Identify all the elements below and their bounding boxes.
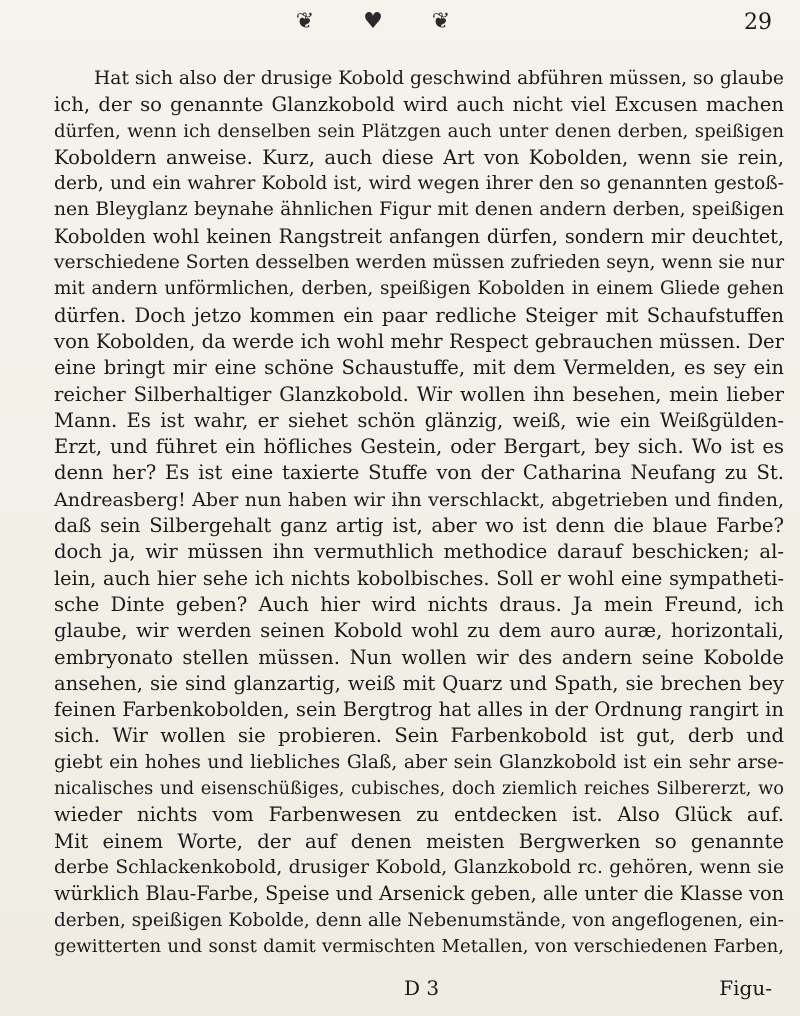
text-line: derb, und ein wahrer Kobold ist, wird wegen ihrer den so genannten gestoß- bbox=[54, 173, 784, 195]
text-line: derben, speißigen Kobolde, denn alle Nebenumstände, von angeflogenen, ein- bbox=[54, 909, 784, 931]
text-line: doch ja, wir müssen ihn vermuthlich methodice darauf beschicken; al- bbox=[54, 540, 784, 564]
text-line: sich. Wir wollen sie probieren. Sein Farbenkobold ist gut, derb und bbox=[54, 724, 784, 748]
text-line: Koboldern anweise. Kurz, auch diese Art von Kobolden, wenn sie rein, bbox=[54, 145, 784, 169]
text-line: Erzt, und führet ein höfliches Gestein, oder Bergart, bey sich. Wo ist es bbox=[54, 435, 784, 459]
text-line: reicher Silberhaltiger Glanzkobold. Wir wollen ihn besehen, mein lieber bbox=[54, 382, 784, 406]
text-line: von Kobolden, da werde ich wohl mehr Respect gebrauchen müssen. Der bbox=[54, 329, 784, 353]
text-line: denn her? Es ist eine taxierte Stuffe von der Catharina Neufang zu St. bbox=[54, 461, 784, 485]
body-text bbox=[54, 66, 784, 960]
ornament-center-icon: ♥ bbox=[363, 9, 383, 34]
text-line: Hat sich also der drusige Kobold geschwind abführen müssen, so glaube bbox=[94, 68, 784, 89]
text-line: verschiedene Sorten desselben werden müssen zufrieden seyn, wenn sie nur bbox=[54, 252, 784, 274]
ornament-left-icon: ❦ bbox=[295, 9, 315, 34]
text-line: mit andern unförmlichen, derben, speißigen Kobolden in einem Gliede gehen bbox=[54, 278, 784, 300]
text-line: giebt ein hohes und liebliches Glaß, aber sein Glanzkobold ist ein sehr arse- bbox=[54, 751, 784, 773]
page-footer bbox=[0, 976, 800, 1006]
text-line: würklich Blau-Farbe, Speise und Arsenick geben, alle unter die Klasse von bbox=[54, 882, 784, 906]
text-line: Mit einem Worte, der auf denen meisten Bergwerken so genannte bbox=[54, 829, 784, 853]
text-line: dürfen, wenn ich denselben sein Plätzgen auch unter denen derben, speißigen bbox=[54, 120, 784, 142]
text-line: feinen Farbenkobolden, sein Bergtrog hat alles in der Ordnung rangirt in bbox=[54, 698, 784, 722]
page-header bbox=[0, 8, 800, 38]
text-line: sche Dinte geben? Auch hier wird nichts draus. Ja mein Freund, ich bbox=[54, 592, 784, 616]
text-line: wieder nichts vom Farbenwesen zu entdecken ist. Also Glück auf. bbox=[54, 803, 784, 827]
page-number: 29 bbox=[744, 10, 772, 35]
text-line: Kobolden wohl keinen Rangstreit anfangen dürfen, sondern mir deuchtet, bbox=[54, 224, 784, 248]
text-line: nicalisches und eisenschüßiges, cubisches, doch ziemlich reiches Silbererzt, wo bbox=[54, 778, 784, 800]
text-line: Mann. Es ist wahr, er siehet schön glänzig, weiß, wie ein Weißgülden- bbox=[54, 408, 784, 432]
signature-mark: D 3 bbox=[404, 976, 440, 1000]
text-line: lein, auch hier sehe ich nichts kobolbisches. Soll er wohl eine sympatheti- bbox=[54, 566, 784, 590]
text-line: daß sein Silbergehalt ganz artig ist, aber wo ist denn die blaue Farbe? bbox=[54, 514, 784, 538]
text-line: embryonato stellen müssen. Nun wollen wir des andern seine Kobolde bbox=[54, 645, 784, 669]
text-line: Andreasberg! Aber nun haben wir ihn verschlackt, abgetrieben und finden, bbox=[54, 488, 784, 511]
ornament-right-icon: ❦ bbox=[431, 9, 451, 34]
text-line: derbe Schlackenkobold, drusiger Kobold, Glanzkobold rc. gehören, wenn sie bbox=[54, 856, 784, 878]
text-line: ansehen, sie sind glanzartig, weiß mit Quarz und Spath, sie brechen bey bbox=[54, 671, 784, 695]
text-line: nen Bleyglanz beynahe ähnlichen Figur mit denen andern derben, speißigen bbox=[54, 199, 784, 221]
text-line: ich, der so genannte Glanzkobold wird auch nicht viel Excusen machen bbox=[54, 93, 784, 117]
catchword: Figu- bbox=[719, 976, 772, 1000]
text-line: glaube, wir werden seinen Kobold wohl zu dem auro auræ, horizontali, bbox=[54, 619, 784, 643]
text-line: gewitterten und sonst damit vermischten Metallen, von verschiedenen Farben, bbox=[54, 935, 784, 957]
text-line: eine bringt mir eine schöne Schaustuffe, mit dem Vermelden, es sey ein bbox=[54, 356, 784, 380]
text-line: dürfen. Doch jetzo kommen ein paar redliche Steiger mit Schaufstuffen bbox=[54, 303, 784, 327]
